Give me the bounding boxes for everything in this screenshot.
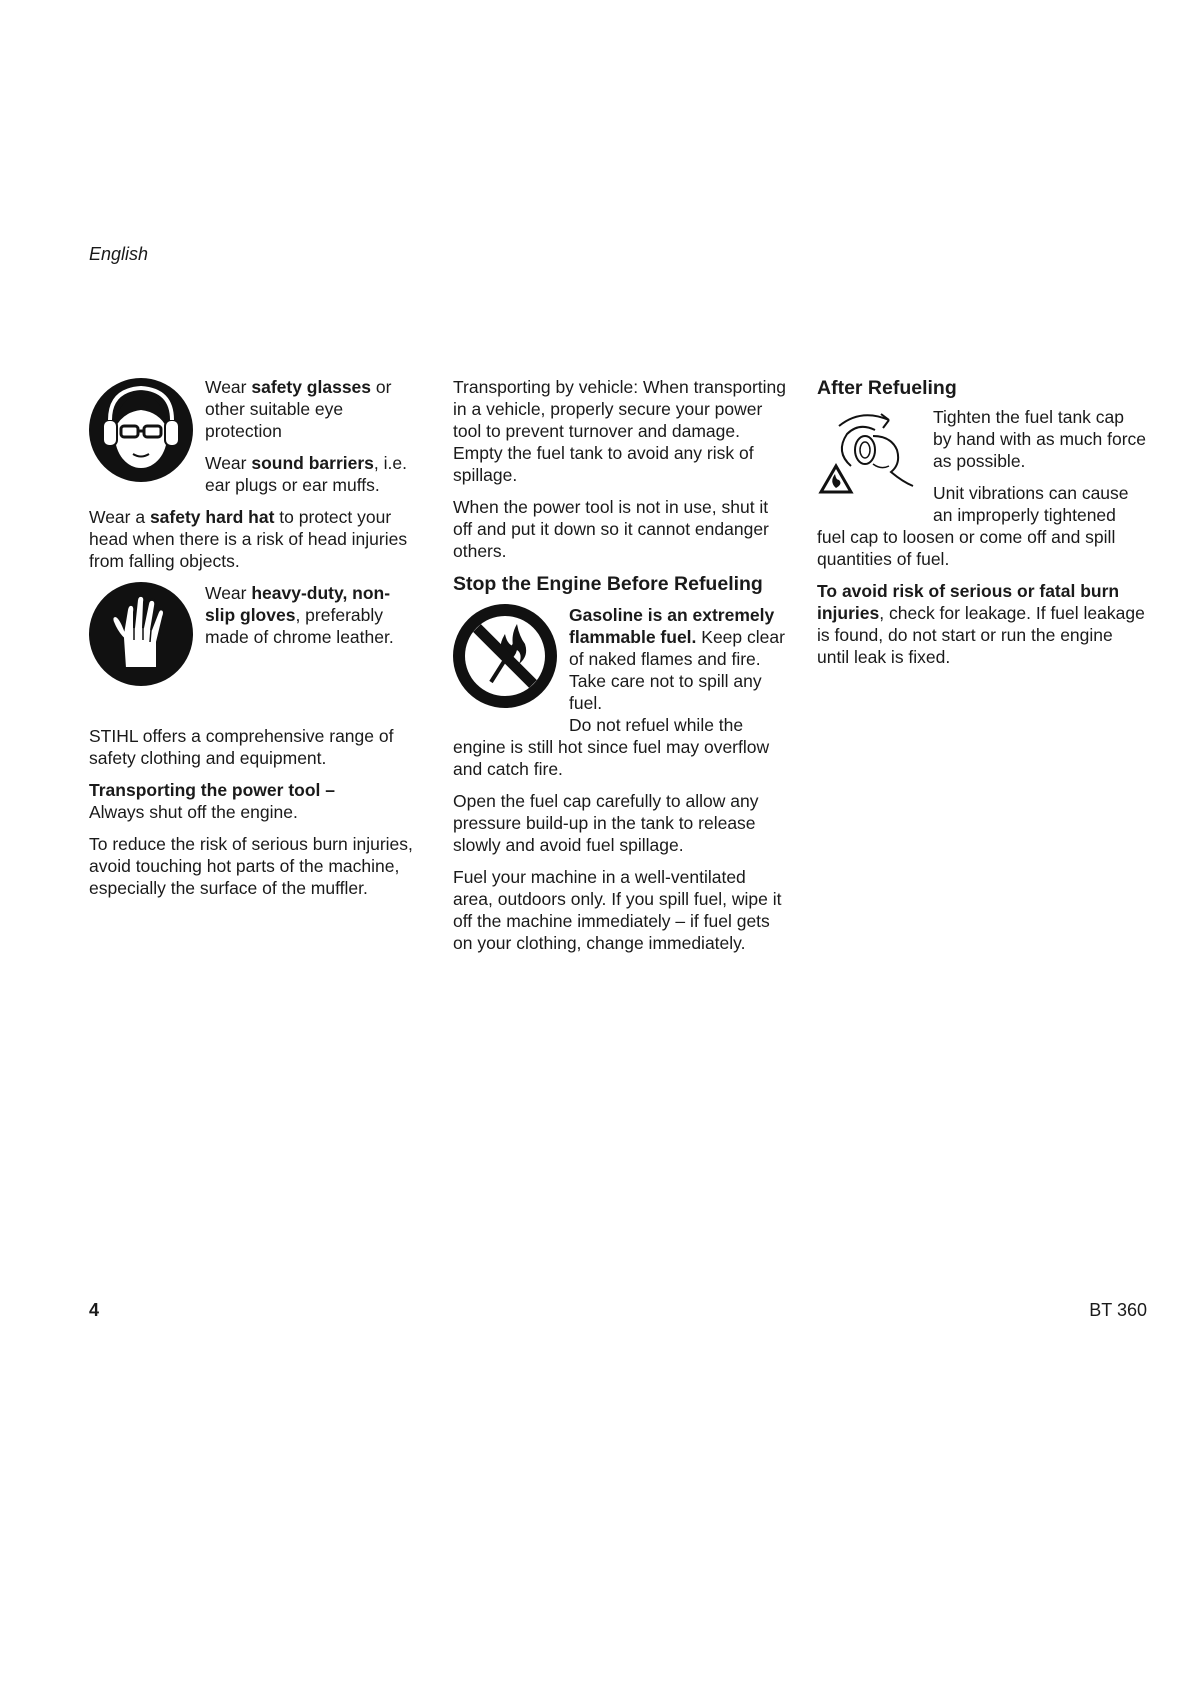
stop-engine-heading: Stop the Engine Before Refueling (453, 573, 763, 595)
column-middle (453, 376, 788, 954)
gloves-text: Wear heavy-duty, non-slip gloves, preferably made of chrome leather. (205, 583, 394, 647)
safety-glasses-text: Wear safety glasses or other suitable eye protection (205, 377, 392, 441)
sound-barriers-text: Wear sound barriers, i.e. ear plugs or ear muffs. (205, 453, 407, 495)
safety-glasses-ear-muffs-icon (89, 378, 193, 487)
burn-risk-text: To reduce the risk of serious burn injuries, avoid touching hot parts of the machine, especially the surface of the muffler. (89, 834, 413, 898)
refuel-hot-text: Do not refuel while the engine is still hot since fuel may overflow and catch fire. (453, 715, 770, 779)
hard-hat-text: Wear a safety hard hat to protect your head when there is a risk of head injuries from falling objects. (89, 507, 408, 571)
vehicle-transport-text: Transporting by vehicle: When transporting in a vehicle, properly secure your power tool to prevent turnover and damage. Empty the fuel tank to avoid any risk of spillage. (453, 377, 786, 485)
tighten-cap-text: Tighten the fuel tank cap by hand with as much force as possible. (933, 407, 1147, 471)
tighten-cap-icon (817, 406, 921, 507)
vibration-text: Unit vibrations can cause an improperly tightened fuel cap to loosen or come off and spill quantities of fuel. (817, 483, 1129, 569)
not-in-use-text: When the power tool is not in use, shut it off and put it down so it cannot endanger others. (453, 497, 769, 561)
gloves-icon (89, 582, 193, 691)
after-refueling-heading: After Refueling (817, 377, 957, 399)
model-label: BT 360 (1089, 1300, 1147, 1320)
language-label: English (89, 244, 149, 264)
transport-text: Transporting the power tool – Always shut off the engine. (89, 780, 335, 822)
page-number: 4 (89, 1300, 100, 1320)
column-left (89, 376, 419, 899)
ventilated-area-text: Fuel your machine in a well-ventilated area, outdoors only. If you spill fuel, wipe it off the machine immediately – if fuel gets on your clothing, change immediately. (453, 867, 782, 953)
column-right (817, 376, 1147, 668)
no-open-flame-icon (453, 604, 557, 713)
open-cap-text: Open the fuel cap carefully to allow any pressure build-up in the tank to release slowly and avoid fuel spillage. (453, 791, 759, 855)
gasoline-warning-text: Gasoline is an extremely flammable fuel. Keep clear of naked flames and fire. Take care not to spill any fuel. (569, 605, 785, 713)
leak-check-text: To avoid risk of serious or fatal burn injuries, check for leakage. If fuel leakage is found, do not start or run the engine until leak is fixed. (817, 581, 1145, 667)
stihl-offer-text: STIHL offers a comprehensive range of safety clothing and equipment. (89, 726, 394, 768)
